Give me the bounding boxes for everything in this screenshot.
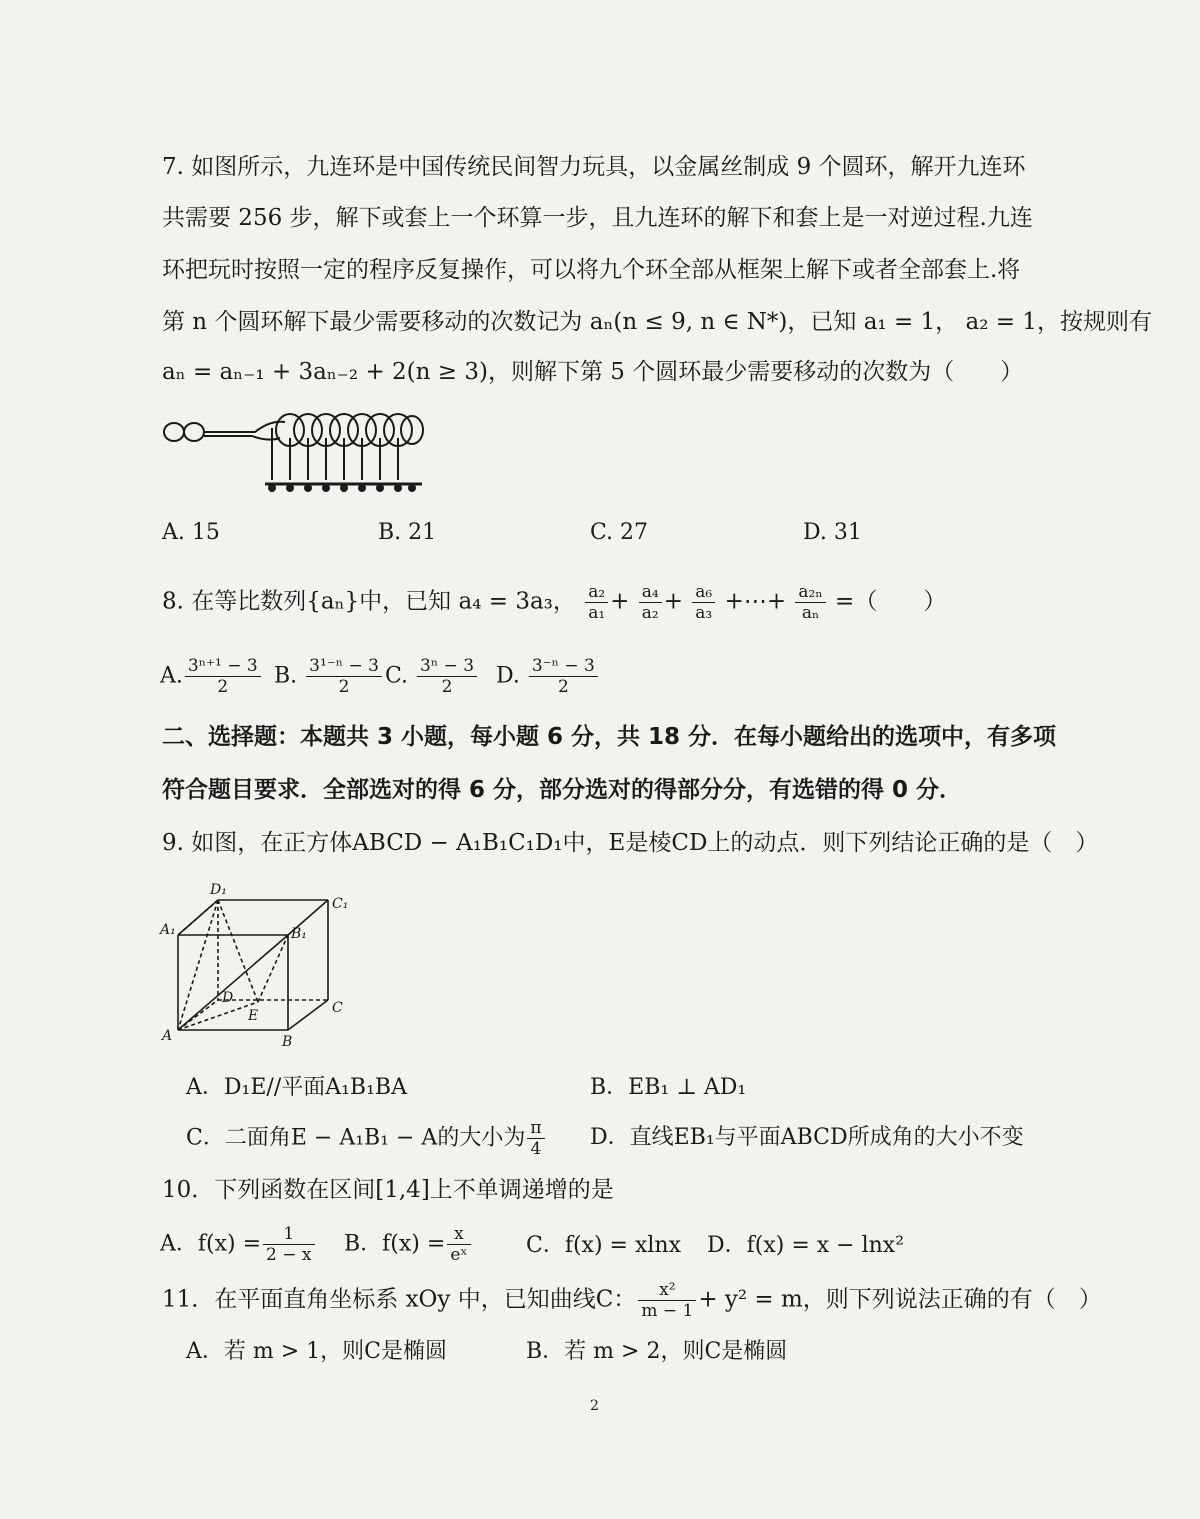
q11-suffix: + y² = m，则下列说法正确的有（ ） bbox=[698, 1286, 1102, 1313]
cube-label-a: A bbox=[162, 1028, 173, 1044]
q8-frac-2-den: a₂ bbox=[641, 603, 659, 623]
q9-option-b[interactable]: B．EB₁ ⊥ AD₁ bbox=[590, 1075, 747, 1100]
q8-dots: +⋯+ bbox=[724, 588, 787, 615]
q8-option-b-num: 3¹⁻ⁿ − 3 bbox=[306, 656, 382, 677]
cube-label-d: D bbox=[222, 990, 234, 1006]
q8-frac-last bbox=[795, 582, 825, 623]
q10-option-a-frac bbox=[263, 1224, 314, 1265]
q8-option-d-frac bbox=[529, 656, 598, 697]
q8-frac-3 bbox=[692, 582, 715, 623]
q8-option-a-den: 2 bbox=[217, 677, 229, 697]
q11-frac-den: m − 1 bbox=[641, 1301, 694, 1321]
q10-stem: 10．下列函数在区间[1,4]上不单调递增的是 bbox=[162, 1177, 614, 1203]
q7-option-d[interactable]: D. 31 bbox=[803, 520, 862, 545]
q8-option-c-frac bbox=[417, 656, 477, 697]
q8-option-c-num: 3ⁿ − 3 bbox=[417, 656, 477, 677]
q7-option-c[interactable]: C. 27 bbox=[590, 520, 649, 545]
q7-line-5: aₙ = aₙ₋₁ + 3aₙ₋₂ + 2(n ≥ 3)，则解下第 5 个圆环最少需要移动的次数为（ ） bbox=[162, 359, 1024, 385]
q10-option-a-text: A．f(x) = bbox=[160, 1231, 262, 1257]
q9-option-c-den: 4 bbox=[530, 1139, 542, 1159]
cube-label-b1: B₁ bbox=[291, 926, 307, 942]
q7-line-4: 第 n 个圆环解下最少需要移动的次数记为 aₙ(n ≤ 9, n ∈ N*)，已知 a₁ = 1， a₂ = 1，按规则有 bbox=[162, 309, 1152, 335]
q8-frac-2-num: a₄ bbox=[639, 582, 662, 603]
q8-frac-1-num: a₂ bbox=[585, 582, 608, 603]
q11-frac-num: x² bbox=[638, 1280, 696, 1301]
q8-suffix: =（ ） bbox=[835, 588, 947, 615]
q8-option-c-den: 2 bbox=[441, 677, 453, 697]
q11-prefix: 11．在平面直角坐标系 xOy 中，已知曲线C： bbox=[162, 1286, 637, 1313]
q10-option-d[interactable]: D．f(x) = x − lnx² bbox=[707, 1233, 905, 1258]
cube-label-e: E bbox=[248, 1008, 259, 1024]
q10-option-a-num: 1 bbox=[263, 1224, 314, 1245]
q8-frac-2 bbox=[639, 582, 662, 623]
q7-line-2: 共需要 256 步，解下或套上一个环算一步，且九连环的解下和套上是一对逆过程.九连 bbox=[162, 205, 1033, 231]
q8-option-d-den: 2 bbox=[557, 677, 569, 697]
q7-option-b[interactable]: B. 21 bbox=[378, 520, 437, 545]
cube-label-d1: D₁ bbox=[210, 882, 227, 898]
q9-option-c-num: π bbox=[527, 1118, 544, 1139]
q8-option-b-den: 2 bbox=[338, 677, 350, 697]
q10-option-a-den: 2 − x bbox=[266, 1245, 312, 1265]
q8-frac-last-den: aₙ bbox=[801, 603, 820, 623]
q7-option-a[interactable]: A. 15 bbox=[162, 520, 220, 545]
nine-linked-rings-figure bbox=[160, 408, 430, 498]
q8-frac-last-num: a₂ₙ bbox=[795, 582, 825, 603]
q10-option-b[interactable] bbox=[344, 1224, 473, 1265]
q8-option-b-frac bbox=[306, 656, 382, 697]
q9-option-c-text: C．二面角E − A₁B₁ − A的大小为 bbox=[186, 1125, 526, 1151]
cube-label-a1: A₁ bbox=[160, 922, 176, 938]
page-number: 2 bbox=[590, 1398, 599, 1414]
q8-frac-1-den: a₁ bbox=[588, 603, 606, 623]
q8-option-a-label: A. bbox=[160, 663, 183, 689]
q8-option-d[interactable] bbox=[496, 656, 600, 697]
q8-option-b-label: B. bbox=[274, 663, 298, 689]
q8-frac-3-den: a₃ bbox=[695, 603, 713, 623]
q8-option-d-num: 3⁻ⁿ − 3 bbox=[529, 656, 598, 677]
q11-frac bbox=[638, 1280, 696, 1321]
q8-option-a-num: 3ⁿ⁺¹ − 3 bbox=[185, 656, 261, 677]
q10-option-b-den: eˣ bbox=[450, 1245, 468, 1265]
q7-line-1: 7. 如图所示，九连环是中国传统民间智力玩具，以金属丝制成 9 个圆环，解开九连环 bbox=[162, 154, 1026, 180]
q8-frac-3-num: a₆ bbox=[692, 582, 715, 603]
q11-option-a[interactable]: A．若 m > 1，则C是椭圆 bbox=[186, 1339, 447, 1364]
q9-option-c-frac bbox=[527, 1118, 544, 1159]
q8-option-a-frac bbox=[185, 656, 261, 697]
q8-frac-1 bbox=[585, 582, 608, 623]
q11-stem bbox=[162, 1280, 1102, 1321]
q9-stem: 9. 如图，在正方体ABCD − A₁B₁C₁D₁中，E是棱CD上的动点．则下列结论正确的是（ ） bbox=[162, 830, 1099, 856]
q8-option-c-label: C. bbox=[385, 663, 409, 689]
q8-option-a[interactable] bbox=[160, 656, 263, 697]
q8-option-c[interactable] bbox=[385, 656, 479, 697]
q9-option-d[interactable]: D．直线EB₁与平面ABCD所成角的大小不变 bbox=[590, 1125, 1024, 1150]
q9-option-c[interactable] bbox=[186, 1118, 547, 1159]
q10-option-b-num: x bbox=[447, 1224, 470, 1245]
q8-option-d-label: D. bbox=[496, 663, 520, 689]
q8-option-b[interactable] bbox=[274, 656, 384, 697]
q10-option-b-frac bbox=[447, 1224, 470, 1265]
cube-figure bbox=[158, 880, 358, 1050]
q11-option-b[interactable]: B．若 m > 2，则C是椭圆 bbox=[526, 1339, 788, 1364]
q8-stem: 8. 在等比数列{aₙ}中，已知 a₄ = 3a₃， $\frac{\text{a₂}}{\text{a₁}}$ + $\frac{\text{a₄}}{\text{a₂}}$ + $\frac{\text{a₆}}{\text{a₃}}$ +⋯+ $\frac{\text{a₂ₙ}}{\text{aₙ}}$ =（ ） bbox=[162, 582, 947, 623]
q10-option-b-text: B．f(x) = bbox=[344, 1231, 446, 1257]
q7-line-3: 环把玩时按照一定的程序反复操作，可以将九个环全部从框架上解下或者全部套上.将 bbox=[162, 257, 1021, 283]
cube-label-c: C bbox=[332, 1000, 343, 1016]
cube-label-b: B bbox=[282, 1034, 293, 1050]
section-2-header-line-1: 二、选择题：本题共 3 小题，每小题 6 分，共 18 分．在每小题给出的选项中，有多项 bbox=[162, 724, 1057, 750]
q9-option-a[interactable]: A．D₁E//平面A₁B₁BA bbox=[186, 1075, 407, 1100]
q8-prefix: 8. 在等比数列{aₙ}中，已知 a₄ = 3a₃， bbox=[162, 588, 576, 615]
cube-label-c1: C₁ bbox=[332, 896, 349, 912]
q10-option-c[interactable]: C．f(x) = xlnx bbox=[526, 1233, 681, 1258]
section-2-header-line-2: 符合题目要求．全部选对的得 6 分，部分选对的得部分分，有选错的得 0 分． bbox=[162, 777, 963, 803]
q10-option-a[interactable] bbox=[160, 1224, 317, 1265]
